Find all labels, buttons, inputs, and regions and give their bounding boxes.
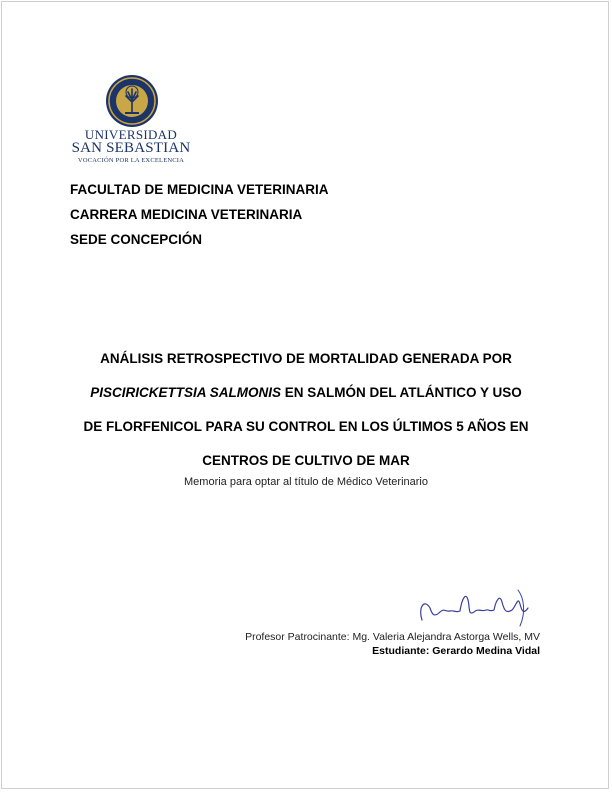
title-species-name: PISCIRICKETTSIA SALMONIS [90, 385, 281, 400]
sponsoring-professor: Profesor Patrocinante: Mg. Valeria Alejandra Astorga Wells, MV [245, 631, 540, 643]
faculty-name: FACULTAD DE MEDICINA VETERINARIA [70, 182, 329, 197]
career-name: CARRERA MEDICINA VETERINARIA [70, 207, 303, 222]
title-line-3: DE FLORFENICOL PARA SU CONTROL EN LOS ÚLTIMOS 5 AÑOS EN [83, 419, 529, 434]
title-line-2-rest: EN SALMÓN DEL ATLÁNTICO Y USO [281, 385, 522, 400]
logo-line-1: UNIVERSIDAD [84, 127, 178, 142]
title-line-2 [50, 376, 562, 410]
university-logo [70, 72, 192, 167]
logo-line-2: SAN SEBASTIAN [71, 140, 191, 156]
student-name: Estudiante: Gerardo Medina Vidal [372, 645, 540, 657]
handwritten-signature [416, 586, 532, 630]
campus-name: SEDE CONCEPCIÓN [70, 232, 203, 247]
logo-tagline: VOCACIÓN POR LA EXCELENCIA [77, 157, 185, 164]
institution-header [70, 177, 329, 252]
thesis-subtitle: Memoria para optar al título de Médico Veterinario [184, 476, 428, 488]
thesis-title [50, 342, 562, 478]
title-line-1: ANÁLISIS RETROSPECTIVO DE MORTALIDAD GENERADA POR [100, 351, 512, 366]
university-seal-icon [105, 74, 159, 128]
title-line-4: CENTROS DE CULTIVO DE MAR [202, 453, 410, 468]
